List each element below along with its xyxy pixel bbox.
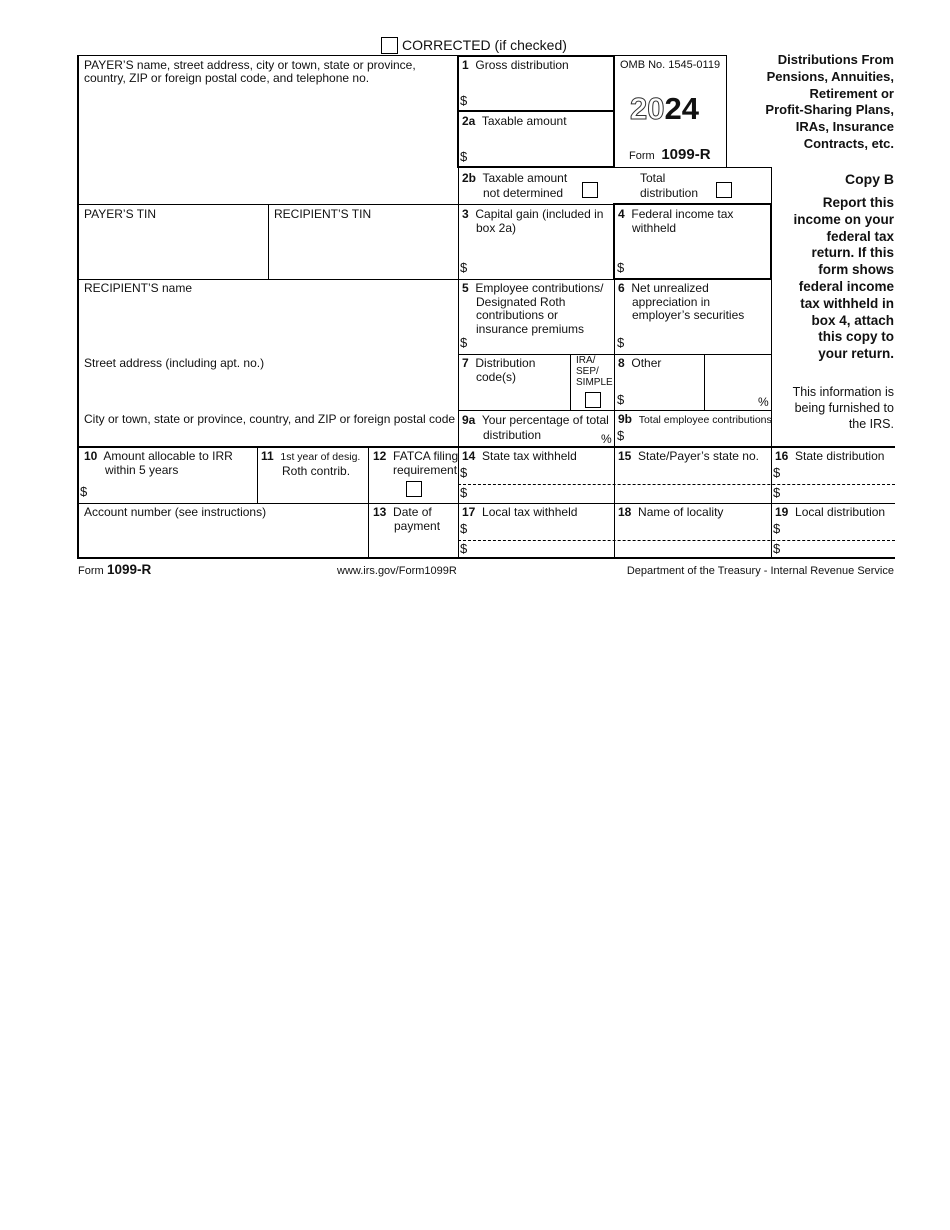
box-15-field-1[interactable]	[618, 466, 768, 483]
line-410	[458, 410, 771, 411]
line-447	[77, 446, 895, 448]
recipient-city-field[interactable]	[80, 428, 455, 445]
copy-b-title: Copy B	[845, 171, 894, 187]
form-title: Distributions From Pensions, Annuities, Retirement or Profit-Sharing Plans, IRAs, Insurance Contracts, etc.	[765, 52, 894, 151]
divider-year-box	[726, 55, 727, 167]
box-7-label: 7 Distribution code(s)	[462, 356, 536, 384]
box-18-label: 18 Name of locality	[618, 505, 724, 519]
ira-sep-simple-label: IRA/ SEP/ SIMPLE	[576, 355, 613, 388]
box-2b-total-label: Total distribution	[640, 171, 699, 200]
box-2a-dollar: $	[460, 149, 468, 164]
box-9a-field[interactable]	[548, 428, 598, 445]
box-17-dollar-1: $	[460, 521, 468, 536]
corrected-checkbox[interactable]	[381, 37, 398, 54]
payer-name-field[interactable]	[80, 90, 455, 202]
form-top-border	[77, 55, 727, 56]
line-503	[77, 503, 895, 504]
box-9a-label: 9a Your percentage of total distribution	[462, 413, 609, 442]
recipient-tin-field[interactable]	[271, 224, 455, 277]
box-7-field[interactable]	[462, 388, 567, 408]
box-16-dollar-2: $	[773, 485, 781, 500]
box-10-label: 10 Amount allocable to IRR within 5 years	[84, 449, 233, 477]
recipient-tin-label: RECIPIENT’S TIN	[274, 207, 372, 221]
divider-7-ira	[570, 354, 571, 410]
box-19-field-1[interactable]	[785, 522, 893, 539]
box-6-field[interactable]	[629, 330, 767, 352]
form-bottom-border	[77, 557, 895, 559]
recipient-street-label: Street address (including apt. no.)	[84, 356, 265, 370]
copy-b-irs-note: This information is being furnished to the IRS.	[792, 385, 894, 431]
box-14-dollar-1: $	[460, 465, 468, 480]
box-8-percent: %	[758, 395, 769, 409]
box-19-dollar-2: $	[773, 541, 781, 556]
line-354	[458, 354, 771, 355]
form-left-border	[77, 55, 79, 559]
box-14-field-1[interactable]	[472, 466, 610, 483]
account-number-label: Account number (see instructions)	[84, 505, 267, 519]
box-16-dollar-1: $	[773, 465, 781, 480]
box-11-field[interactable]	[262, 480, 364, 500]
box-5-label: 5 Employee contributions/ Designated Roth contributions or insurance premiums	[462, 281, 604, 336]
box-18-field-2[interactable]	[618, 542, 768, 556]
recipient-name-field[interactable]	[80, 298, 455, 350]
box-12-label: 12 FATCA filing requirement	[373, 449, 459, 477]
box-16-field-2[interactable]	[785, 486, 893, 502]
tax-year	[630, 92, 699, 126]
box-19-dollar-1: $	[773, 521, 781, 536]
box-12-fatca-checkbox[interactable]	[406, 481, 422, 497]
box-13-field[interactable]	[372, 536, 456, 555]
box-4-field[interactable]	[629, 252, 767, 276]
form-id-header: Form 1099-R	[629, 146, 711, 163]
box-2b-total-distribution-checkbox[interactable]	[716, 182, 732, 198]
box-8-dollar: $	[617, 392, 625, 407]
payer-name-label-2: country, ZIP or foreign postal code, and telephone no.	[84, 71, 370, 85]
tax-year-bold: 24	[664, 91, 699, 126]
box-18-field-1[interactable]	[618, 522, 768, 539]
box-8-percent-field[interactable]	[707, 386, 755, 408]
box-9b-field[interactable]	[629, 428, 767, 445]
copy-b-instructions: Report this income on your federal tax return. If this form shows federal income tax withheld in box 4, attach this copy to your return.	[793, 195, 894, 362]
box-9b-label: 9b Total employee contributions	[618, 412, 772, 426]
box-8-label: 8 Other	[618, 356, 662, 370]
tax-year-outline: 20	[630, 91, 665, 126]
box-14-label: 14 State tax withheld	[462, 449, 577, 463]
recipient-street-field[interactable]	[80, 373, 455, 407]
box-17-field-2[interactable]	[472, 542, 610, 556]
box-3-label: 3 Capital gain (included in box 2a)	[462, 207, 604, 235]
box-1-field[interactable]	[472, 88, 610, 108]
divider-8-pct	[704, 354, 705, 410]
box-16-field-1[interactable]	[785, 466, 893, 483]
payer-name-label: PAYER’S name, street address, city or town, state or province,	[84, 58, 416, 72]
box-3-field[interactable]	[472, 252, 610, 276]
payer-tin-field[interactable]	[80, 224, 265, 277]
box-2b-label: 2b Taxable amount not determined	[462, 171, 568, 200]
footer-form-id: Form 1099-R	[78, 562, 152, 577]
box-2b-not-determined-checkbox[interactable]	[582, 182, 598, 198]
box-4-dollar: $	[617, 260, 625, 275]
box-17-label: 17 Local tax withheld	[462, 505, 578, 519]
payer-tin-label: PAYER’S TIN	[84, 207, 157, 221]
box-5-dollar: $	[460, 335, 468, 350]
box-19-field-2[interactable]	[785, 542, 893, 556]
box-15-field-2[interactable]	[618, 486, 768, 502]
box-17-dollar-2: $	[460, 541, 468, 556]
recipient-city-label: City or town, state or province, country, and ZIP or foreign postal code	[84, 412, 456, 426]
box-10-field[interactable]	[92, 480, 252, 500]
box-9a-percent: %	[601, 432, 612, 446]
account-number-field[interactable]	[80, 522, 364, 555]
box-2a-field[interactable]	[472, 144, 610, 164]
dash-17	[458, 540, 895, 541]
box-19-label: 19 Local distribution	[775, 505, 886, 519]
divider-tin	[268, 204, 269, 279]
recipient-name-label: RECIPIENT’S name	[84, 281, 193, 295]
box-11-label: 11 1st year of desig. Roth contrib.	[261, 449, 361, 478]
box-3-dollar: $	[460, 260, 468, 275]
omb-number: OMB No. 1545-0119	[620, 59, 721, 71]
footer-url[interactable]: www.irs.gov/Form1099R	[337, 565, 457, 577]
box-17-field-1[interactable]	[472, 522, 610, 539]
ira-sep-simple-checkbox[interactable]	[585, 392, 601, 408]
box-1-label: 1 Gross distribution	[462, 58, 569, 72]
corrected-label: CORRECTED (if checked)	[402, 37, 567, 53]
divider-10-11	[257, 447, 258, 503]
box-1-dollar: $	[460, 93, 468, 108]
box-5-field[interactable]	[472, 336, 610, 352]
footer-department: Department of the Treasury - Internal Revenue Service	[626, 565, 894, 577]
box-4-label: 4 Federal income tax withheld	[618, 207, 734, 235]
box-14-dollar-2: $	[460, 485, 468, 500]
box-6-label: 6 Net unrealized appreciation in employer’s securities	[618, 281, 745, 322]
box-9b-dollar: $	[617, 428, 625, 443]
box-16-label: 16 State distribution	[775, 449, 885, 463]
box-2a-label: 2a Taxable amount	[462, 114, 567, 128]
box-6-dollar: $	[617, 335, 625, 350]
box-14-field-2[interactable]	[472, 486, 610, 502]
box-15-label: 15 State/Payer’s state no.	[618, 449, 759, 463]
box-10-dollar: $	[80, 484, 88, 499]
box-8-field[interactable]	[629, 386, 701, 408]
box-13-label: 13 Date of payment	[373, 505, 441, 533]
dash-14	[458, 484, 895, 485]
